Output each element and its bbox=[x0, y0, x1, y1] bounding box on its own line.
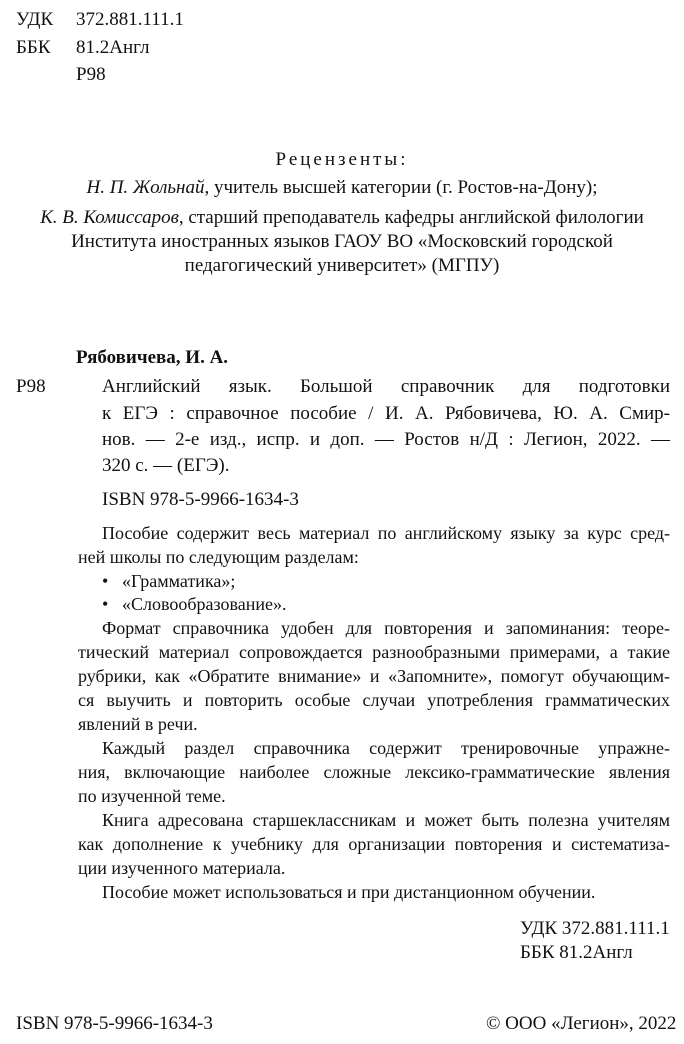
annotation-line: Книга адресована старшеклассникам и может быть полезна учителям bbox=[102, 810, 670, 830]
footer-copyright: © ООО «Легион», 2022 bbox=[486, 1013, 677, 1034]
bullet-item bbox=[102, 570, 235, 593]
bullet-icon: • bbox=[102, 594, 109, 614]
author-code: Р98 bbox=[76, 64, 106, 85]
annotation-line: Каждый раздел справочника содержит тренировочные упражне- bbox=[102, 738, 670, 758]
reviewer-1-text: , учитель высшей категории (г. Ростов-на-Дону); bbox=[204, 177, 598, 198]
reviewer-2-text: , старший преподаватель кафедры английской филологии bbox=[178, 207, 644, 228]
annotation-line: ции изученного материала. bbox=[78, 858, 286, 878]
annotation-line: ней школы по следующим разделам: bbox=[78, 547, 359, 567]
annotation-line: явлений в речи. bbox=[78, 714, 198, 734]
reviewer-2 bbox=[0, 206, 684, 229]
catalog-line: 320 с. — (ЕГЭ). bbox=[102, 455, 230, 476]
bbk-label: ББК bbox=[16, 37, 51, 58]
footer-isbn: ISBN 978-5-9966-1634-3 bbox=[16, 1013, 213, 1034]
annotation-line: ния, включающие наиболее сложные лексико-грамматические явления bbox=[78, 762, 670, 782]
bullet-text: «Словообразование». bbox=[122, 594, 287, 614]
annotation-line: по изученной теме. bbox=[78, 786, 226, 806]
reviewer-2-line-3: педагогический университет» (МГПУ) bbox=[184, 255, 500, 276]
bullet-item bbox=[102, 593, 287, 616]
annotation-line: рубрики, как «Обратите внимание» и «Запомните», помогут обучающим- bbox=[78, 666, 670, 686]
bbk-value: 81.2Англ bbox=[76, 37, 150, 58]
reviewer-2-name: К. В. Комиссаров bbox=[40, 207, 179, 228]
catalog-code: Р98 bbox=[16, 376, 46, 397]
catalog-isbn: ISBN 978-5-9966-1634-3 bbox=[102, 489, 299, 510]
index-bbk: ББК 81.2Англ bbox=[520, 942, 633, 963]
udk-value: 372.881.111.1 bbox=[76, 9, 184, 30]
index-udk: УДК 372.881.111.1 bbox=[520, 918, 670, 939]
catalog-line: к ЕГЭ : справочное пособие / И. А. Рябовичева, Ю. А. Смир- bbox=[102, 403, 670, 424]
reviewer-1 bbox=[0, 176, 684, 199]
annotation-line: Формат справочника удобен для повторения и запоминания: теоре- bbox=[102, 618, 670, 638]
catalog-line: Английский язык. Большой справочник для подготовки bbox=[102, 376, 670, 397]
annotation-line: Пособие может использоваться и при дистанционном обучении. bbox=[102, 882, 596, 902]
udk-label: УДК bbox=[16, 9, 54, 30]
bullet-text: «Грамматика»; bbox=[122, 571, 236, 591]
catalog-author: Рябовичева, И. А. bbox=[76, 347, 229, 368]
annotation-line: ся выучить и повторить особые случаи употребления грамматических bbox=[78, 690, 670, 710]
reviewers-title: Рецензенты: bbox=[275, 149, 409, 170]
annotation-line: тический материал сопровождается разнообразными примерами, а такие bbox=[78, 642, 670, 662]
reviewer-2-line-2: Института иностранных языков ГАОУ ВО «Московский городской bbox=[71, 231, 613, 252]
bullet-icon: • bbox=[102, 571, 109, 591]
annotation-line: как дополнение к учебнику для организации повторения и систематиза- bbox=[78, 834, 670, 854]
annotation-line: Пособие содержит весь материал по английскому языку за курс сред- bbox=[102, 523, 670, 543]
catalog-line: нов. — 2-е изд., испр. и доп. — Ростов н/Д : Легион, 2022. — bbox=[102, 429, 670, 450]
reviewer-1-name: Н. П. Жольнай bbox=[86, 177, 205, 198]
